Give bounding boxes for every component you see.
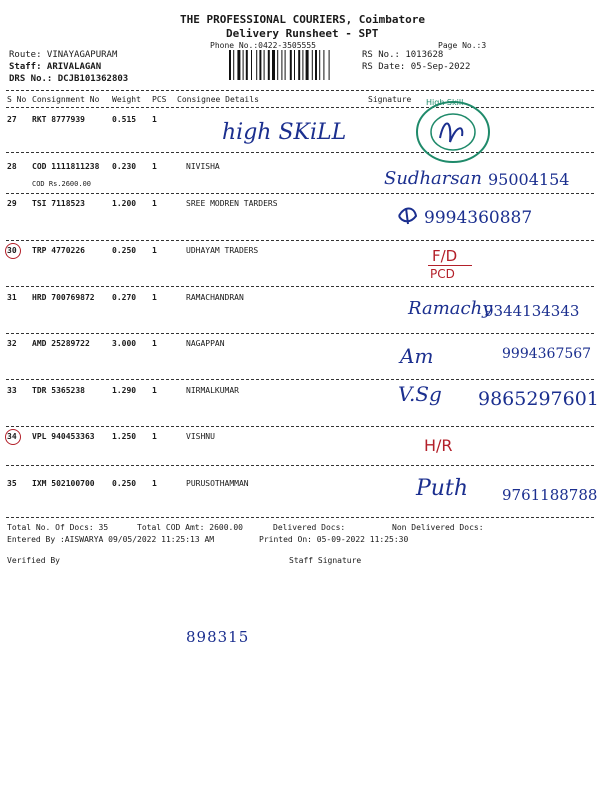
staff-signature: Staff Signature (289, 556, 362, 565)
handwritten-phone: 9994360887 (424, 208, 533, 228)
row-weight: 0.250 (112, 479, 137, 488)
verified-by: Verified By (7, 556, 60, 565)
row-divider (6, 286, 594, 287)
row-consignee: PURUSOTHAMMAN (186, 479, 249, 488)
col-pcs: PCS (152, 95, 167, 104)
row-consignment: COD 1111811238 (32, 162, 100, 171)
row-divider (6, 240, 594, 241)
handwritten-status: F/D (432, 247, 458, 265)
row-sno: 28 (7, 162, 17, 171)
cod-amount-note: COD Rs.2600.00 (32, 180, 92, 188)
row-pcs: 1 (152, 162, 157, 171)
row-divider (6, 152, 594, 153)
row-pcs: 1 (152, 246, 157, 255)
handwritten-signature: high SKiLL (222, 120, 347, 145)
row-divider (6, 193, 594, 194)
handwritten-signature: Am (400, 344, 434, 368)
row-pcs: 1 (152, 386, 157, 395)
row-weight: 0.515 (112, 115, 137, 124)
non-delivered-docs: Non Delivered Docs: (392, 523, 484, 532)
row-consignee: SREE MODREN TARDERS (186, 199, 278, 208)
row-weight: 3.000 (112, 339, 137, 348)
row-divider (6, 426, 594, 427)
row-consignment: RKT 8777939 (32, 115, 85, 124)
handwritten-signature: Sudharsan (384, 168, 482, 189)
row-consignment: AMD 25289722 (32, 339, 90, 348)
row-consignee: UDHAYAM TRADERS (186, 246, 259, 255)
total-cod: Total COD Amt: 2600.00 (137, 523, 243, 532)
status-divider (428, 265, 472, 266)
row-consignee: VISHNU (186, 432, 215, 441)
col-sno: S No (7, 95, 27, 104)
row-pcs: 1 (152, 339, 157, 348)
row-divider (6, 333, 594, 334)
header-top-rule (6, 90, 594, 91)
row-pcs: 1 (152, 115, 157, 124)
drs-number: DRS No.: DCJB101362803 (9, 74, 129, 84)
company-name: THE PROFESSIONAL COURIERS, Coimbatore (180, 13, 426, 26)
route: Route: VINAYAGAPURAM (9, 50, 118, 60)
col-consignment: Consignment No (32, 95, 100, 104)
handwritten-signature: V.Sg (398, 382, 442, 406)
row-pcs: 1 (152, 479, 157, 488)
delivered-docs: Delivered Docs: (273, 523, 346, 532)
row-consignment: TSI 7118523 (32, 199, 85, 208)
handwritten-status: H/R (424, 436, 453, 455)
handwritten-status-sub: PCD (430, 267, 455, 281)
row-sno: 30 (7, 246, 17, 255)
row-consignment: IXM 502100700 (32, 479, 95, 488)
printed-on: Printed On: 05-09-2022 11:25:30 (259, 535, 409, 544)
runsheet-title: Delivery Runsheet - SPT (226, 27, 379, 40)
header-bottom-rule (6, 107, 594, 108)
row-consignee: NAGAPPAN (186, 339, 225, 348)
row-consignment: VPL 940453363 (32, 432, 95, 441)
rs-date: RS Date: 05-Sep-2022 (362, 62, 471, 72)
row-weight: 1.290 (112, 386, 137, 395)
rs-number: RS No.: 1013628 (362, 50, 444, 60)
row-divider (6, 379, 594, 380)
row-sno: 35 (7, 479, 17, 488)
page-number: Page No.:3 (438, 41, 487, 50)
row-sno: 29 (7, 199, 17, 208)
handwritten-signature: Puth (416, 476, 468, 501)
staff: Staff: ARIVALAGAN (9, 62, 102, 72)
delivery-stamp (412, 98, 494, 166)
table-bottom-rule (6, 517, 594, 518)
col-consignee: Consignee Details (177, 95, 259, 104)
total-docs: Total No. Of Docs: 35 (7, 523, 109, 532)
handwritten-phone: 9994367567 (502, 346, 592, 362)
handwritten-bottom-note: 898315 (186, 628, 250, 646)
row-consignee: NIRMALKUMAR (186, 386, 239, 395)
col-weight: Weight (112, 95, 141, 104)
row-consignment: HRD 700769872 (32, 293, 95, 302)
row-weight: 1.200 (112, 199, 137, 208)
row-pcs: 1 (152, 432, 157, 441)
row-sno: 31 (7, 293, 17, 302)
entered-by: Entered By :AISWARYA 09/05/2022 11:25:13 AM (7, 535, 215, 544)
row-sno: 33 (7, 386, 17, 395)
row-consignee: RAMACHANDRAN (186, 293, 244, 302)
row-consignee: NIVISHA (186, 162, 220, 171)
row-weight: 0.270 (112, 293, 137, 302)
row-pcs: 1 (152, 293, 157, 302)
barcode (229, 50, 353, 80)
phone-number: Phone No.:0422-3505555 (210, 41, 316, 50)
handwritten-signature: Ramachy (408, 298, 493, 319)
row-sno: 34 (7, 432, 17, 441)
handwritten-phone: 95004154 (488, 170, 570, 189)
handwritten-signature-mark (396, 204, 420, 226)
handwritten-phone: 9865297601 (478, 388, 599, 410)
row-divider (6, 465, 594, 466)
row-consignment: TDR 5365238 (32, 386, 85, 395)
row-consignment: TRP 4770226 (32, 246, 85, 255)
stamp-text: High Skill (426, 98, 464, 107)
handwritten-phone: 9761188788 (502, 486, 598, 504)
row-weight: 1.250 (112, 432, 137, 441)
row-weight: 0.230 (112, 162, 137, 171)
row-pcs: 1 (152, 199, 157, 208)
col-signature: Signature (368, 95, 412, 104)
handwritten-phone: 9344134343 (484, 302, 580, 320)
row-sno: 27 (7, 115, 17, 124)
row-weight: 0.250 (112, 246, 137, 255)
row-sno: 32 (7, 339, 17, 348)
